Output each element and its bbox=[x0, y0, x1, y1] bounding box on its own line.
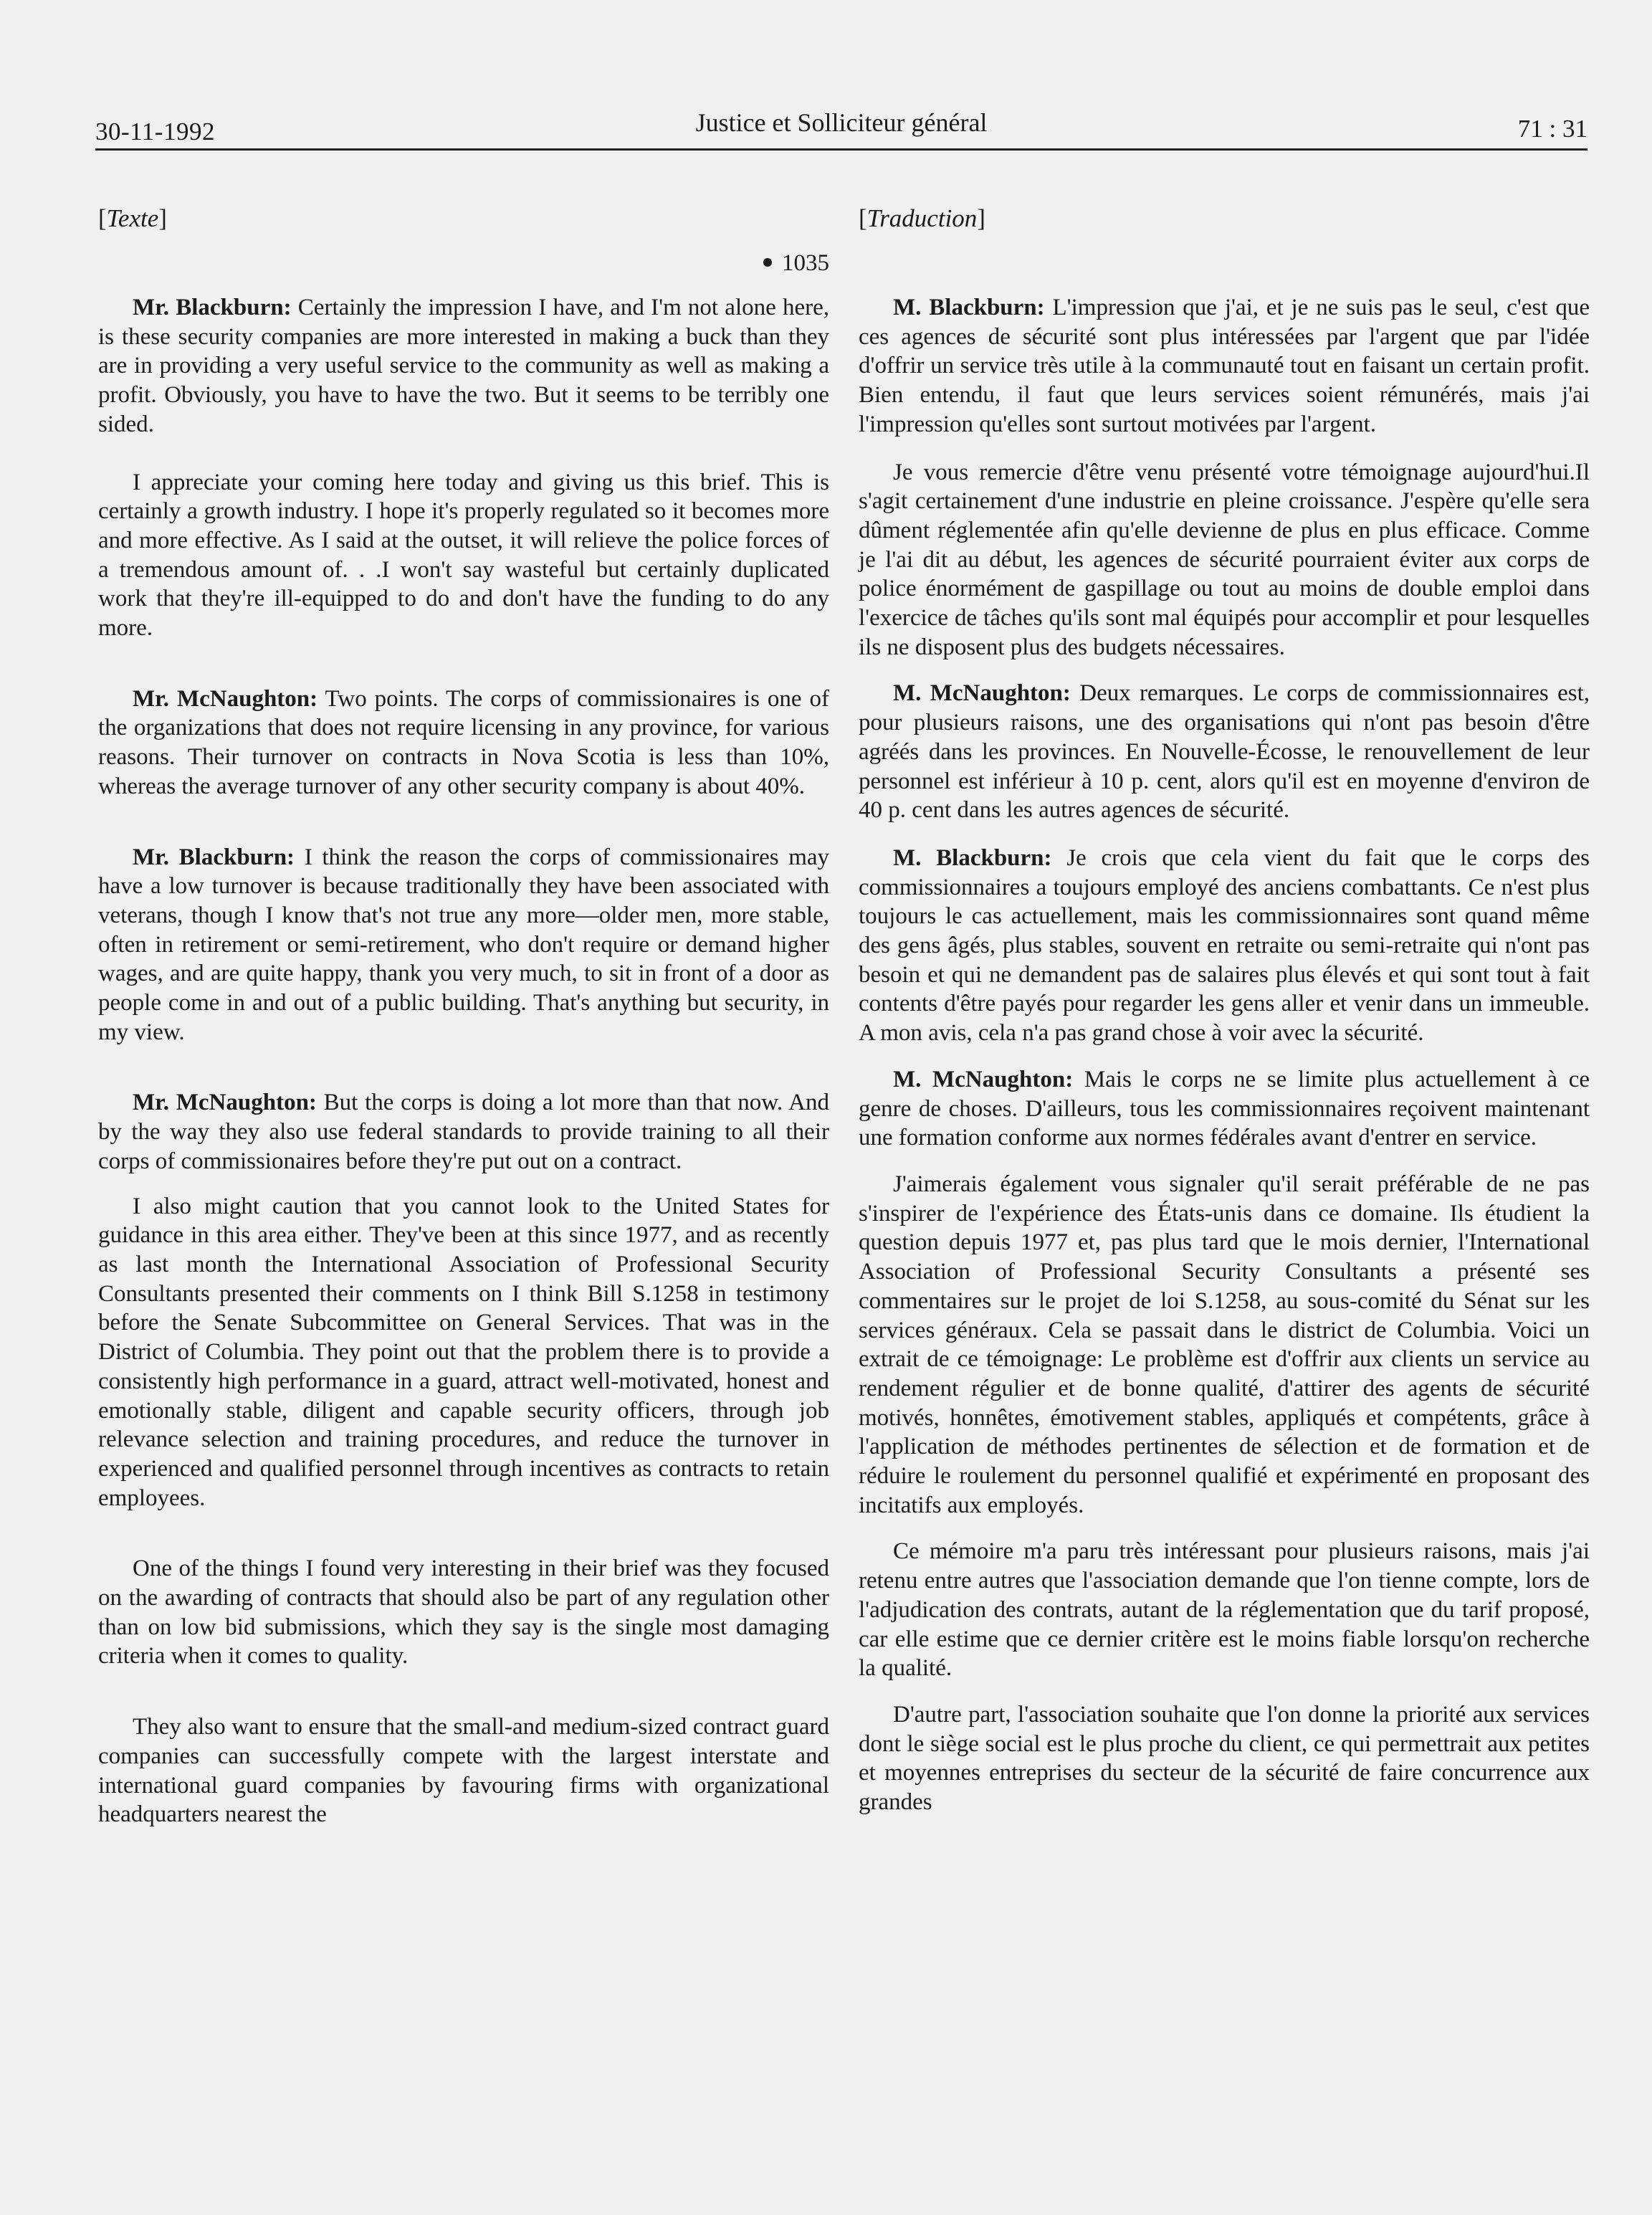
left-paragraph: Mr. Blackburn: I think the reason the corps of commissionaires may have a low turnover is because traditionally they have been associated with veterans, though I know that's not true any more—older men, more stable, often in retirement or semi-retirement, who don't require or demand higher wages, and are quite happy, thank you very much, to sit in front of a door as people come in and out of a public building. That's anything but security, in my view. bbox=[98, 844, 830, 1045]
header-date: 30-11-1992 bbox=[95, 118, 216, 146]
right-column-label: [Traduction] bbox=[859, 204, 985, 232]
left-paragraph: I appreciate your coming here today and giving us this brief. This is certainly a growth industry. I hope it's properly regulated so it becomes more and more effective. As I said at the outset, it will relieve the police forces of a tremendous amount of. . .I won't say wasteful but certainly duplicated work that they're ill-equipped to do and don't have the funding to do any more. bbox=[98, 469, 829, 642]
header-page-number: 71 : 31 bbox=[1517, 115, 1587, 143]
header-title: Justice et Solliciteur général bbox=[695, 108, 988, 137]
left-paragraph: One of the things I found very interesting in their brief was they focused on the awarding of contracts that should also be part of any regulation other than on low bid submissions, which they say is the single most damaging criteria when it comes to quality. bbox=[98, 1556, 829, 1669]
left-column bbox=[98, 203, 829, 1829]
left-paragraph: Mr. Blackburn: Certainly the impression I have, and I'm not alone here, is these security companies are more interested in making a buck than they are in providing a very useful service to the community as well as making a profit. Obviously, you have to have the two. But it seems to be terribly one sided. bbox=[98, 295, 830, 437]
left-paragraph: They also want to ensure that the small-and medium-sized contract guard companies can successfully compete with the largest interstate and international guard companies by favouring firms with organizational headquarters nearest the bbox=[98, 1714, 829, 1828]
right-paragraph: M. Blackburn: Je crois que cela vient du fait que le corps des commissionnaires a toujours employé des anciens combattants. Ce n'est plus toujours le cas actuellement, mais les commissionnaires sont quand même des gens âgés, plus stables, souvent en retraite ou semi-retraite qui n'ont pas besoin et qui ne demandent pas de salaires plus élevés et qui sont tout à fait contents d'être payés pour regarder les gens aller et venir dans un immeuble. A mon avis, cela n'a pas grand chose à voir avec la sécurité. bbox=[859, 844, 1590, 1047]
header-rule bbox=[95, 148, 1587, 151]
left-paragraph: I also might caution that you cannot look to the United States for guidance in this area either. They've been at this since 1977, and as recently as last month the International Association of Professional Security Consultants presented their comments on I think Bill S.1258 in testimony before the Senate Subcommittee on General Services. That was in the District of Columbia. They point out that the problem there is to provide a consistently high performance in a guard, attract well-motivated, honest and emotionally stable, diligent and capable security officers, through job relevance selection and training procedures, and reduce the turnover in experienced and qualified personnel through incentives as contracts to retain employees. bbox=[98, 1193, 829, 1511]
bullet-icon bbox=[763, 258, 772, 267]
right-paragraph: D'autre part, l'association souhaite que l'on donne la priorité aux services dont le siège social est le plus proche du client, ce qui permettrait aux petites et moyennes entreprises du secteur de la sécurité de faire concurrence aux grandes bbox=[859, 1701, 1590, 1816]
left-column-label: [Texte] bbox=[98, 204, 167, 232]
right-paragraph: J'aimerais également vous signaler qu'il serait préférable de ne pas s'inspirer de l'expérience des États-unis dans ce domaine. Ils étudient la question depuis 1977 et, pas plus tard que le mois dernier, l'International Association of Professional Security Consultants a présenté ses commentaires sur le projet de loi S.1258, au sous-comité du Sénat sur les services généraux. Cela se passait dans le district de Columbia. Voici un extrait de ce témoignage: Le problème est d'offrir aux clients un service au rendement régulier et de bonne qualité, d'attirer des agents de sécurité motivés, honnêtes, émotivement stables, appliqués et compétents, grâce à l'application de méthodes pertinentes de sélection et de formation et de réduire le roulement du personnel qualifié et expérimenté en proposant des incitatifs aux employés. bbox=[859, 1171, 1590, 1518]
right-paragraph: M. Blackburn: L'impression que j'ai, et je ne suis pas le seul, c'est que ces agences de sécurité sont plus intéressées par l'argent que par l'idée d'offrir un service très utile à la communauté tout en faisant un certain profit. Bien entendu, il faut que leurs services soient rémunérés, mais j'ai l'impression qu'elles sont surtout motivées par l'argent. bbox=[859, 295, 1590, 437]
right-paragraph: Ce mémoire m'a paru très intéressant pour plusieurs raisons, mais j'ai retenu entre autres que l'association demande que l'on tienne compte, lors de l'adjudication des contrats, autant de la réglementation que du tarif proposé, car elle estime que ce dernier critère est le moins fiable lorsqu'on recherche la qualité. bbox=[859, 1538, 1590, 1682]
time-mark: 1035 bbox=[98, 249, 829, 277]
right-paragraph: M. McNaughton: Deux remarques. Le corps de commissionnaires est, pour plusieurs raisons, une des organisations qui n'ont pas besoin d'être agréés dans les provinces. En Nouvelle-Écosse, le renouvellement de leur personnel est inférieur à 10 p. cent, alors qu'il est en moyenne d'environ de 40 p. cent dans les autres agences de sécurité. bbox=[859, 680, 1590, 824]
right-paragraph: M. McNaughton: Mais le corps ne se limite plus actuellement à ce genre de choses. D'ailleurs, tous les commissionnaires reçoivent maintenant une formation conforme aux normes fédérales avant d'entrer en service. bbox=[859, 1066, 1590, 1151]
right-paragraph: Je vous remercie d'être venu présenté votre témoignage aujourd'hui.Il s'agit certainement d'une industrie en pleine croissance. J'espère qu'elle sera dûment réglementée afin qu'elle devienne de plus en plus efficace. Comme je l'ai dit au début, les agences de sécurité pourraient éviter aux corps de police énormément de gaspillage ou tout au moins de double emploi dans l'exercice de tâches qu'ils sont mal équipés pour accomplir et pour lesquelles ils ne disposent plus des budgets nécessaires. bbox=[859, 459, 1590, 660]
left-paragraph: Mr. McNaughton: Two points. The corps of commissionaires is one of the organizations that does not require licensing in any province, for various reasons. Their turnover on contracts in Nova Scotia is less than 10%, whereas the average turnover of any other security company is about 40%. bbox=[98, 685, 829, 799]
right-column bbox=[859, 203, 1590, 1817]
left-paragraph: Mr. McNaughton: But the corps is doing a lot more than that now. And by the way they also use federal standards to provide training to all their corps of commissionaires before they're put out on a contract. bbox=[98, 1090, 829, 1174]
